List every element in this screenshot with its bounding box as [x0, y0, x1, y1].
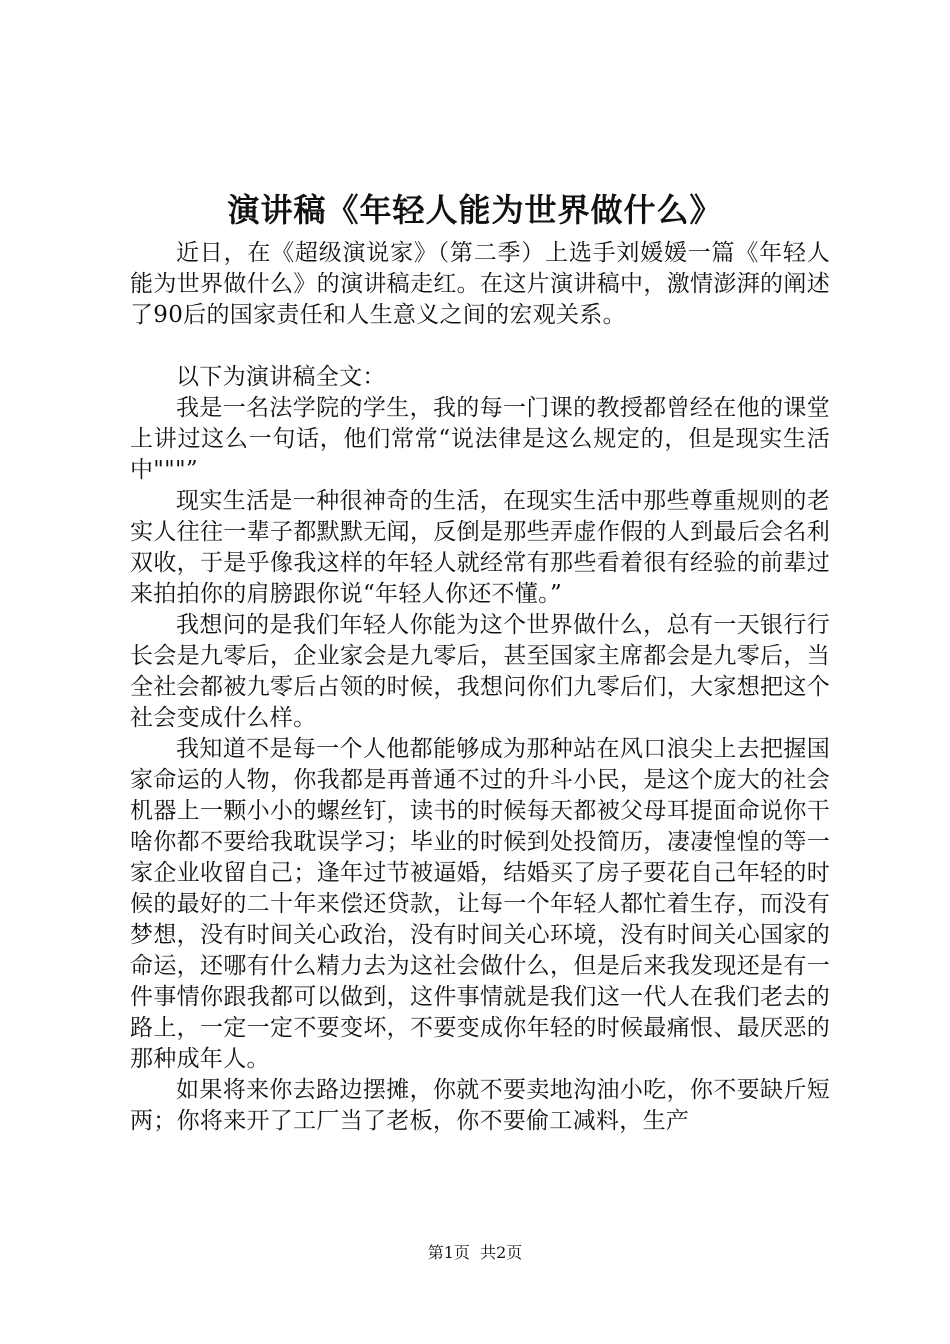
document-body — [130, 238, 830, 1137]
document-title: 演讲稿《年轻人能为世界做什么》 — [227, 191, 723, 229]
paragraph-intro: 近日，在《超级演说家》（第二季）上选手刘媛媛一篇《年轻人能为世界做什么》的演讲稿走红。在这片演讲稿中，激情澎湃的阐述了90后的国家责任和人生意义之间的宏观关系。 — [130, 240, 830, 328]
paragraph-transcript-heading: 以下为演讲稿全文： — [176, 364, 386, 390]
page-total: 共2页 — [480, 1243, 523, 1262]
paragraph-law-student: 我是一名法学院的学生，我的每一门课的教授都曾经在他的课堂上讲过这么一句话，他们常常“说法律是这么规定的，但是现实生活中"""” — [130, 395, 830, 483]
paragraph-future: 如果将来你去路边摆摊，你就不要卖地沟油小吃，你不要缺斤短两；你将来开了工厂当了老板，你不要偷工减料，生产 — [130, 1077, 830, 1134]
page-footer — [0, 1242, 950, 1264]
paragraph-real-life: 现实生活是一种很神奇的生活，在现实生活中那些尊重规则的老实人往往一辈子都默默无闻，反倒是那些弄虚作假的人到最后会名利双收，于是乎像我这样的年轻人就经常有那些看着很有经验的前辈过来拍拍你的肩膀跟你说“年轻人你还不懂。” — [130, 488, 830, 607]
paragraph-ordinary-people: 我知道不是每一个人他都能够成为那种站在风口浪尖上去把握国家命运的人物，你我都是再普通不过的升斗小民，是这个庞大的社会机器上一颗小小的螺丝钉，读书的时候每天都被父母耳提面命说你干啥你都不要给我耽误学习；毕业的时候到处投简历，凄凄惶惶的等一家企业收留自己；逢年过节被逼婚，结婚买了房子要花自己年轻的时候的最好的二十年来偿还贷款，让每一个年轻人都忙着生存，而没有梦想，没有时间关心政治，没有时间关心环境，没有时间关心国家的命运，还哪有什么精力去为这社会做什么，但是后来我发现还是有一件事情你跟我都可以做到，这件事情就是我们这一代人在我们老去的路上，一定一定不要变坏，不要变成你年轻的时候最痛恨、最厌恶的那种成年人。 — [130, 736, 830, 1072]
page-number: 第1页 — [427, 1243, 470, 1262]
paragraph-question: 我想问的是我们年轻人你能为这个世界做什么，总有一天银行行长会是九零后，企业家会是九零后，甚至国家主席都会是九零后，当全社会都被九零后占领的时候，我想问你们九零后们，大家想把这个社会变成什么样。 — [130, 612, 830, 731]
